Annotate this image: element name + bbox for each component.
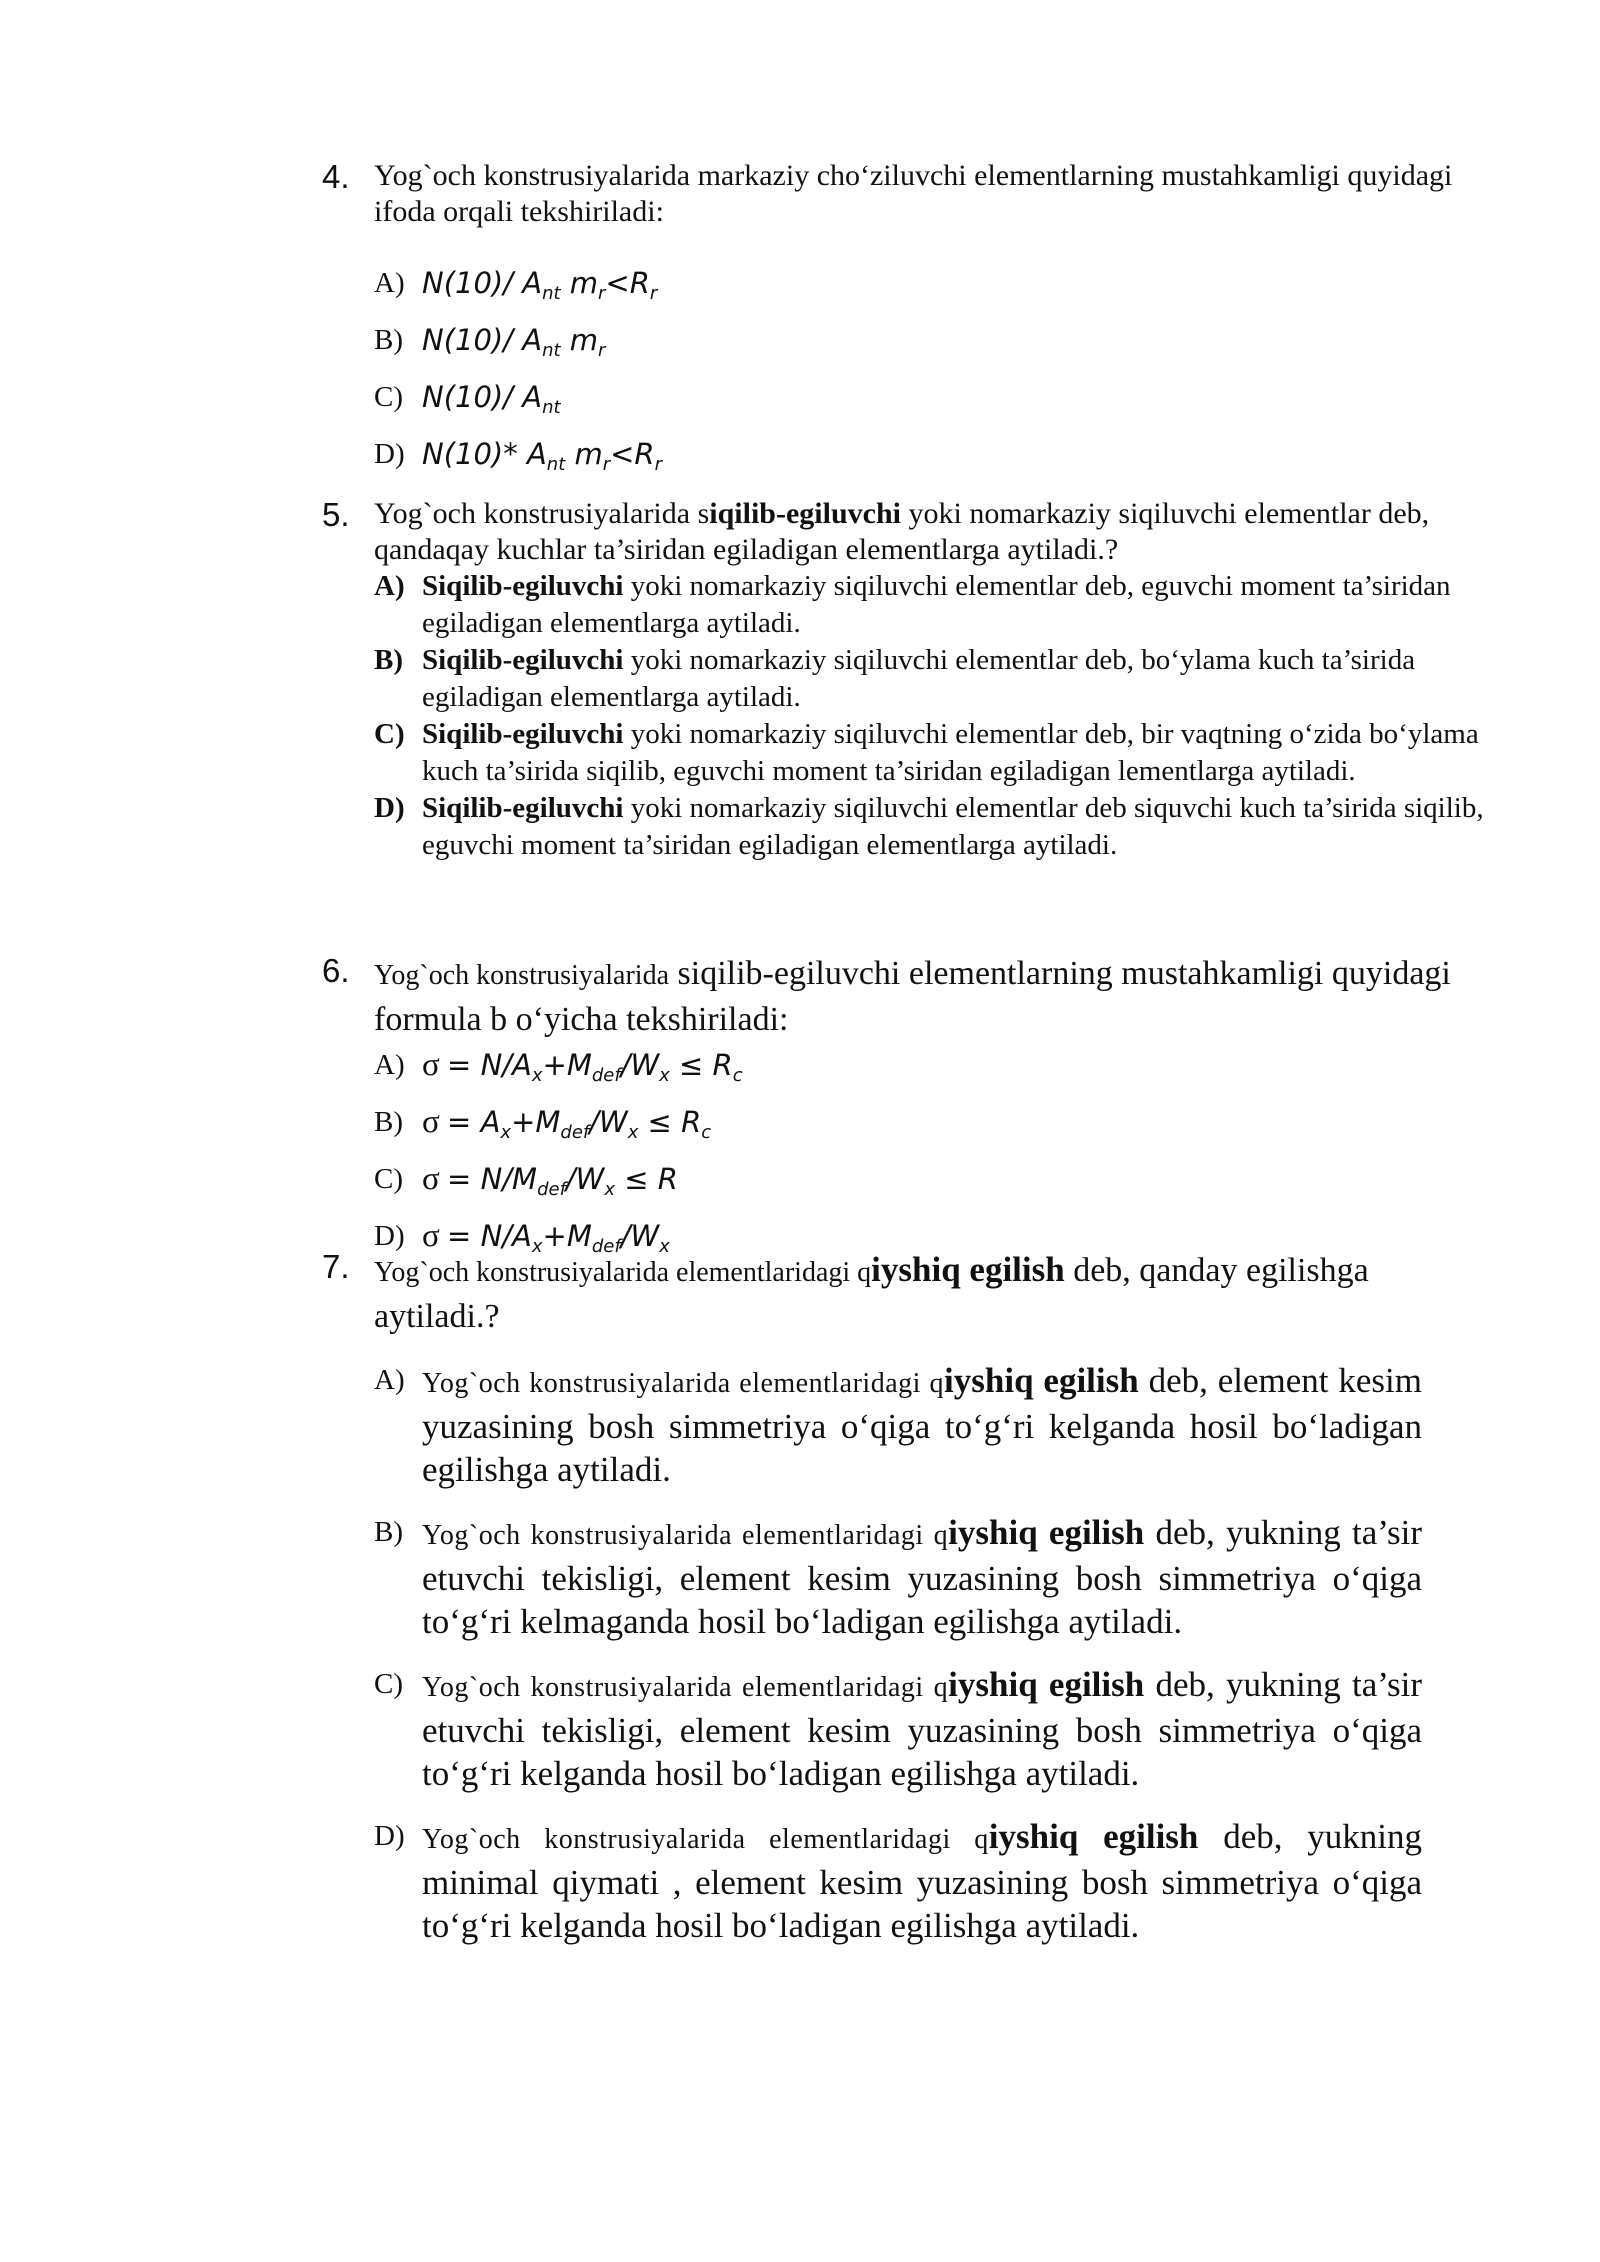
question-text: Yog`och konstrusiyalarida siqilib-egiluvchi yoki nomarkaziy siqiluvchi elementlar deb, qandaqay kuchlar ta’siridan egiladigan elementlarga aytiladi.? [374, 497, 1430, 566]
option-label: C) [374, 381, 403, 413]
formula: N(10)* $A_{nt}$ $m_r<R_r$ [422, 437, 662, 475]
question-text: Yog`och konstrusiyalarida siqilib-egiluvchi elementlarning mustahkamligi quyidagi formula b o‘yicha tekshiriladi: [374, 955, 1451, 1038]
question-number: 6. [322, 952, 350, 989]
option-a [374, 260, 1492, 317]
question-5 [322, 496, 1492, 864]
formula: = $N/A_x+M_{def}/W_x$ [447, 1219, 670, 1257]
formula: N(10)/ $A_{nt}$ $m_r<R_r$ [422, 266, 658, 304]
question-6 [322, 952, 1492, 1270]
formula: = $N/M_{def}/W_x \le R$ [447, 1162, 678, 1200]
option-label: D) [374, 1220, 405, 1252]
option-label: D) [374, 792, 405, 824]
option-b [374, 317, 1492, 374]
option-label: C) [374, 718, 405, 750]
option-a: A) Yog`och konstrusiyalarida elementlaridagi qiyshiq egilish deb, element kesim yuzasining bosh simmetriya o‘qiga to‘g‘ri kelganda hosil bo‘ladigan egilishga aytiladi. [374, 1361, 1422, 1489]
sigma-symbol: σ [422, 1047, 440, 1083]
option-label: D) [374, 438, 405, 470]
option-a [374, 1042, 1492, 1099]
option-c [374, 1156, 1492, 1213]
option-d [374, 431, 1492, 488]
option-d: D) Siqilib-egiluvchi yoki nomarkaziy siqiluvchi elementlar deb siquvchi kuch ta’sirida siqilib, eguvchi moment ta’siridan egiladigan elementlarga aytiladi. [374, 792, 1484, 861]
question-text: Yog`och konstrusiyalarida elementlaridagi qiyshiq egilish deb, qanday egilishga aytiladi.? [374, 1250, 1369, 1335]
formula: N(10)/ $A_{nt}$ [422, 380, 561, 418]
question-number: 7. [322, 1248, 350, 1285]
sigma-symbol: σ [422, 1161, 440, 1197]
option-b: B) Yog`och konstrusiyalarida elementlaridagi qiyshiq egilish deb, yukning ta’sir etuvchi tekisligi, element kesim yuzasining bosh simmetriya o‘qiga to‘g‘ri kelmaganda hosil bo‘ladigan egilishga aytiladi. [374, 1513, 1422, 1641]
question-7 [322, 1248, 1492, 1947]
sigma-symbol: σ [422, 1104, 440, 1140]
option-a: A) Siqilib-egiluvchi yoki nomarkaziy siqiluvchi elementlar deb, eguvchi moment ta’siridan egiladigan elementlarga aytiladi. [374, 570, 1451, 639]
option-label: A) [374, 570, 405, 602]
option-label: D) [374, 1820, 405, 1852]
option-label: A) [374, 1049, 405, 1081]
option-label: B) [374, 1106, 403, 1138]
option-label: A) [374, 267, 405, 299]
option-d: D) Yog`och konstrusiyalarida elementlaridagi qiyshiq egilish deb, yukning minimal qiymati , element kesim yuzasining bosh simmetriya o‘qiga to‘g‘ri kelganda hosil bo‘ladigan egilishga aytiladi. [374, 1817, 1422, 1945]
option-label: C) [374, 1668, 403, 1700]
question-4 [322, 158, 1492, 488]
option-label: B) [374, 324, 403, 356]
formula: = $N/A_x+M_{def}/W_x \le R_c$ [447, 1048, 743, 1086]
option-c [374, 374, 1492, 431]
option-label: B) [374, 1516, 403, 1548]
option-c: C) Yog`och konstrusiyalarida elementlaridagi qiyshiq egilish deb, yukning ta’sir etuvchi tekisligi, element kesim yuzasining bosh simmetriya o‘qiga to‘g‘ri kelganda hosil bo‘ladigan egilishga aytiladi. [374, 1665, 1422, 1793]
question-text: Yog`och konstrusiyalarida markaziy cho‘ziluvchi elementlarning mustahkamligi quyidagi ifoda orqali tekshiriladi: [374, 159, 1453, 228]
option-b: B) Siqilib-egiluvchi yoki nomarkaziy siqiluvchi elementlar deb, bo‘ylama kuch ta’sirida egiladigan elementlarga aytiladi. [374, 644, 1416, 713]
formula: = $A_x+M_{def}/W_x \le R_c$ [447, 1105, 712, 1143]
sigma-symbol: σ [422, 1218, 440, 1254]
option-c: C) Siqilib-egiluvchi yoki nomarkaziy siqiluvchi elementlar deb, bir vaqtning o‘zida bo‘ylama kuch ta’sirida siqilib, eguvchi moment ta’siridan egiladigan lementlarga aytiladi. [374, 718, 1479, 787]
question-number: 4. [322, 158, 350, 195]
option-label: A) [374, 1364, 405, 1396]
formula: N(10)/ $A_{nt}$ $m_r$ [422, 323, 606, 361]
option-label: B) [374, 644, 403, 676]
question-number: 5. [322, 496, 350, 533]
option-label: C) [374, 1163, 403, 1195]
option-b [374, 1099, 1492, 1156]
